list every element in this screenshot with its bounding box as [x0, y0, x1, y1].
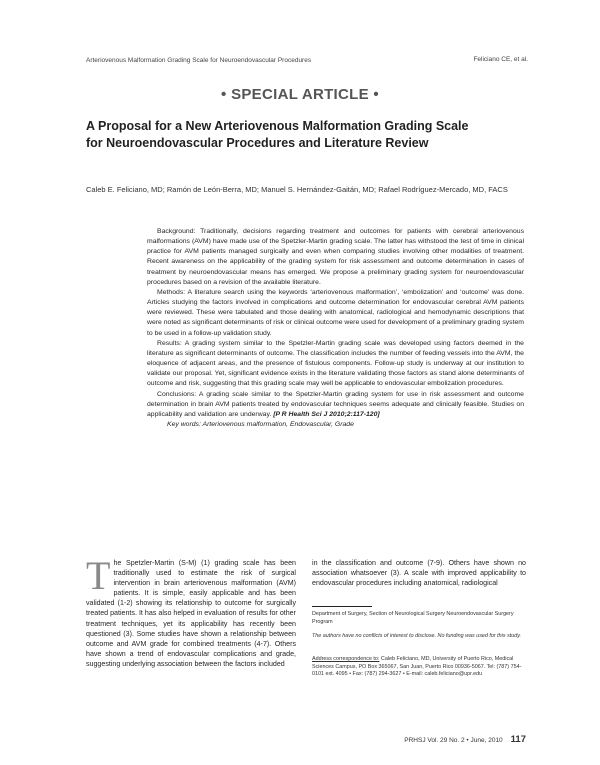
abstract-methods: Methods: A literature search using the keywords ‘arteriovenous malformation’, ‘embolization’ and ‘outcome’ was done. Articles studying the factors involved in complications and outcome determination for endovascular cerebral AVM patients were reviewed. These were tabulated and those dealing with anatomical, radiological and hemodynamic descriptions that were noted as significant determinants of risk or clinical outcome were used for development of a preliminary grading system to be used in a follow-up validation study.	[147, 288, 524, 337]
body-column-right: in the classification and outcome (7-9). Others have shown no association whatsoever (3). A scale with improved applicability to endovascular procedures including anatomical, radiological	[312, 559, 526, 588]
footnote-affiliation: Department of Surgery, Section of Neurological Surgery Neuroendovascular Surgery Program	[312, 611, 514, 625]
abstract-citation: [P R Health Sci J 2010;2:117-120]	[273, 410, 380, 418]
abstract-conclusions-text: Conclusions: A grading scale similar to the Spetzler-Martin grading system for use in risk assessment and outcome determination in brain AVM patients treated by endovascular techniques seems adequate and clinically feasible. Studies on applicability and validation are underway.	[147, 390, 524, 418]
article-title: A Proposal for a New Arteriovenous Malformation Grading Scale for Neuroendovascular Procedures and Literature Review	[86, 119, 469, 150]
section-label: • SPECIAL ARTICLE •	[221, 86, 379, 103]
author-list: Caleb E. Feliciano, MD; Ramón de León-Berra, MD; Manuel S. Hernández-Gaitán, MD; Rafael Rodríguez-Mercado, MD, FACS	[86, 185, 508, 194]
footnote-divider	[312, 606, 372, 607]
footnote-correspondence	[312, 656, 526, 679]
body-column-left	[86, 553, 296, 669]
running-title: Arteriovenous Malformation Grading Scale for Neuroendovascular Procedures	[86, 57, 312, 64]
abstract-background: Background: Traditionally, decisions regarding treatment and outcomes for patients with cerebral arteriovenous malformations (AVM) have made use of the Spetzler-Martin grading scale. The latter has withstood the test of time in clinical practice for AVM patients managed surgically and even when comparing studies involving other modalities of treatment. Recent awareness on the applicability of the grading system for risk assessment and outcome determination in cases of treatment by neuroendovascular means has emerged. We propose a preliminary grading system for neuroendovascular procedures based on a revision of the available literature.	[147, 228, 524, 286]
abstract	[147, 227, 524, 430]
body-text-left: he Spetzler-Martin (S-M) (1) grading scale has been traditionally used to estimate the risk of surgical intervention in brain arteriovenous malformation (AVM) patients. It is simple, easily applicable and has been validated (1-2) showing its relationship to outcome for surgically treated patients. It has also helped in evaluation of results for other treatment techniques, yet its applicability has recently been questioned (3). Some studies have shown a relationship between outcome and AVM grade for combined treatments (4-7). Others have shown a trend of endovascular complications and grade, suggesting underlying association between the factors included	[86, 559, 296, 668]
abstract-results: Results: A grading system similar to the Spetzler-Martin grading scale was developed using factors deemed in the literature as significant determinants of outcome. The classification includes the number of feeding vessels into the AVM, the eloquence of adjacent areas, and the presence of fistulous components. Follow-up study is underway at our institution to validate our proposal. Yet, significant evidence exists in the literature validating those factors as stand alone determinants of outcome and risk, suggesting that this grading scale may well be applicable to endovascular embolization procedures.	[147, 339, 524, 388]
drop-cap: T	[86, 553, 111, 598]
keywords: Key words: Arteriovenous malformation, Endovascular, Grade	[167, 420, 354, 428]
abstract-conclusions	[147, 390, 524, 420]
correspondence-text: Caleb Feliciano, MD, University of Puerto Rico, Medical Sciences Campus, PO Box 365067, San Juan, Puerto Rico 00936-5067. Tel: (787) 754-0101 ext. 4095 • Fax: (787) 294-3627 • E-mail: caleb.feliciano@upr.edu	[312, 656, 522, 678]
page-number: 117	[510, 734, 526, 745]
running-author: Feliciano CE, et al.	[473, 56, 528, 63]
correspondence-label: Address correspondence to:	[312, 656, 380, 662]
page-footer	[404, 734, 526, 745]
footnote-disclosure: The authors have no conflicts of interest to disclose. No funding was used for this study.	[312, 633, 522, 639]
journal-info: PRHSJ Vol. 29 No. 2 • June, 2010	[404, 737, 503, 744]
